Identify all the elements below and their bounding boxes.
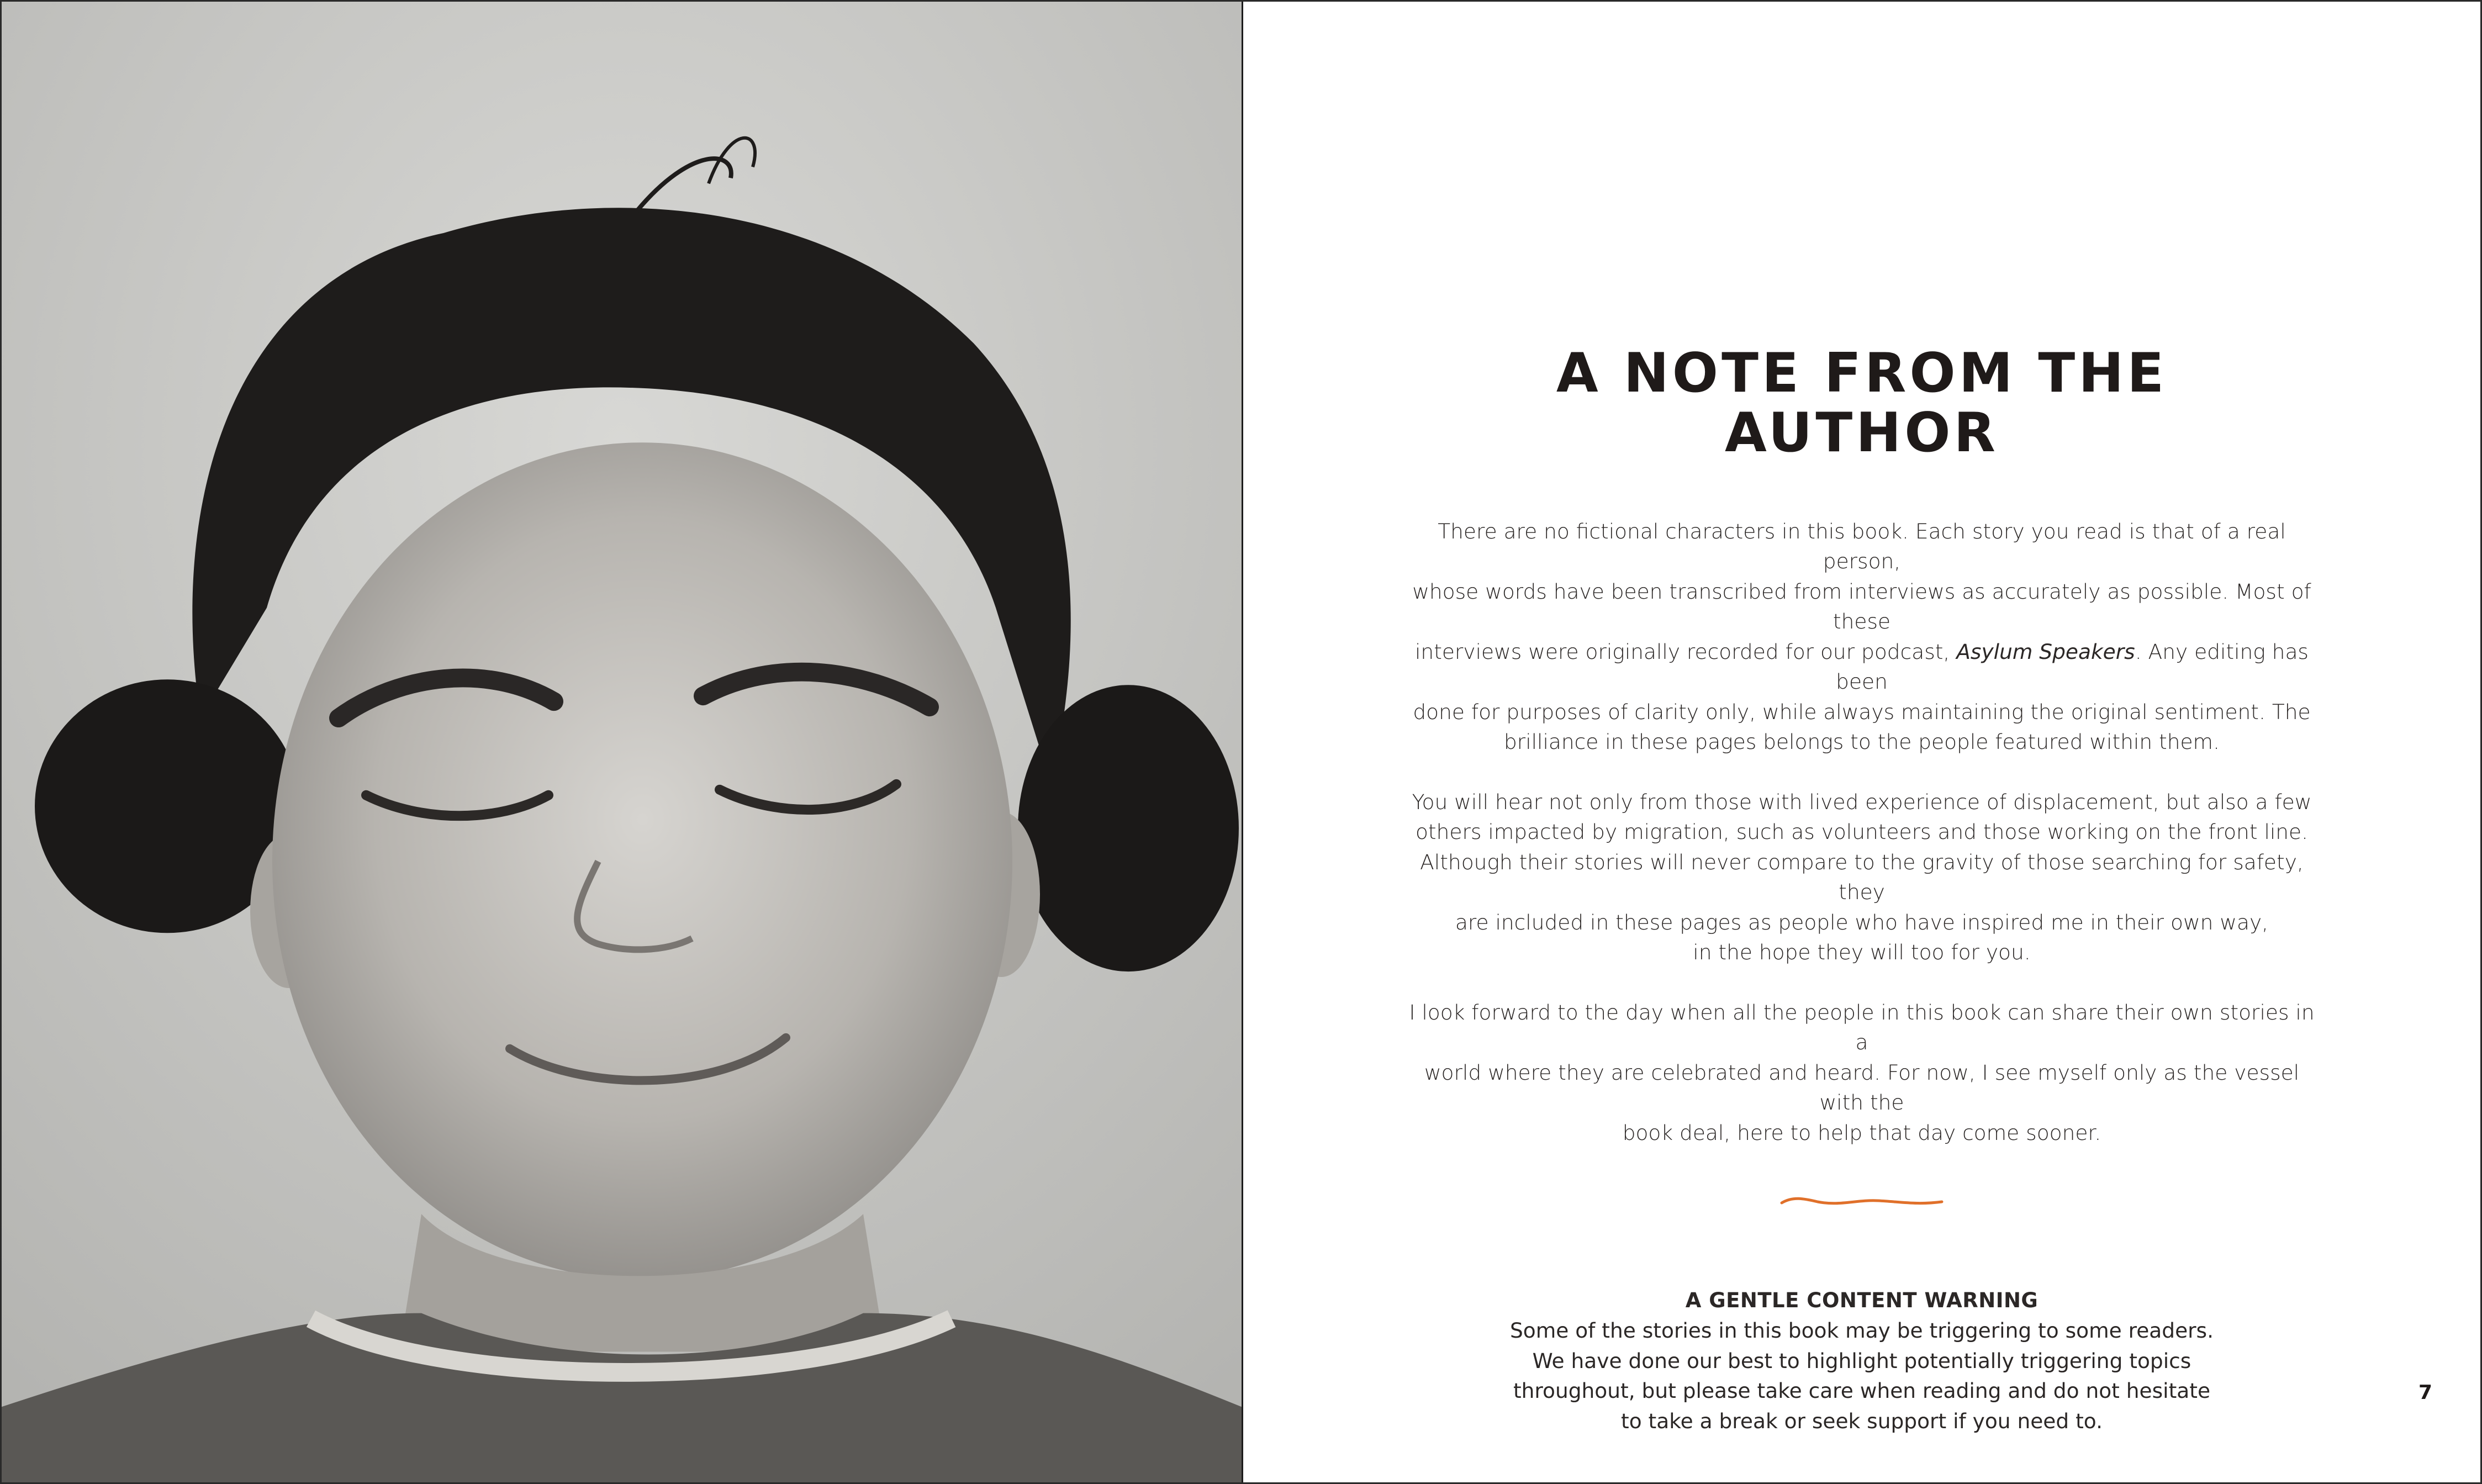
wave-divider-icon <box>1779 1192 1945 1214</box>
note-paragraph-2: You will hear not only from those with lived experience of displacement, but also a few others impacted by migration, such as volunteers and those working on the front line. Although their stories will never compare to the gravity of those searching for safety, they are included in these pages as people who have inspired me in their own way, in the hope they will too for you. <box>1412 789 2312 965</box>
author-note <box>1409 344 2315 1436</box>
note-paragraph-1-text-b: . Any editing has been done for purposes of clarity only, while always maintaining the original sentiment. The brilliance in these pages belongs to the people featured within them. <box>1413 639 2311 754</box>
content-warning-body: Some of the stories in this book may be triggering to some readers. We have done our best to highlight potentially triggering topics throughout, but please take care when reading and do not hesitate to take a break or seek support if you need to. <box>1509 1318 2214 1433</box>
note-paragraph-1-text-a: There are no fictional characters in this book. Each story you read is that of a real person, whose words have been transcribed from interviews as accurately as possible. Most of these interviews were originally recorded for our podcast, <box>1412 519 2311 664</box>
portrait-photo-illustration <box>2 2 1242 1482</box>
page-number: 7 <box>2418 1381 2432 1404</box>
podcast-title: Asylum Speakers <box>1956 639 2135 664</box>
page-title: A NOTE FROM THE AUTHOR <box>1556 342 2168 464</box>
content-warning-heading: A GENTLE CONTENT WARNING <box>1685 1288 2039 1313</box>
note-paragraph-1 <box>1409 516 2315 757</box>
text-page <box>1243 2 2480 1482</box>
note-paragraph-3: I look forward to the day when all the people in this book can share their own stories in a world where they are celebrated and heard. For now, I see myself only as the vessel with the book deal, here to help that day come sooner. <box>1409 1000 2315 1145</box>
portrait-photo <box>2 2 1243 1482</box>
